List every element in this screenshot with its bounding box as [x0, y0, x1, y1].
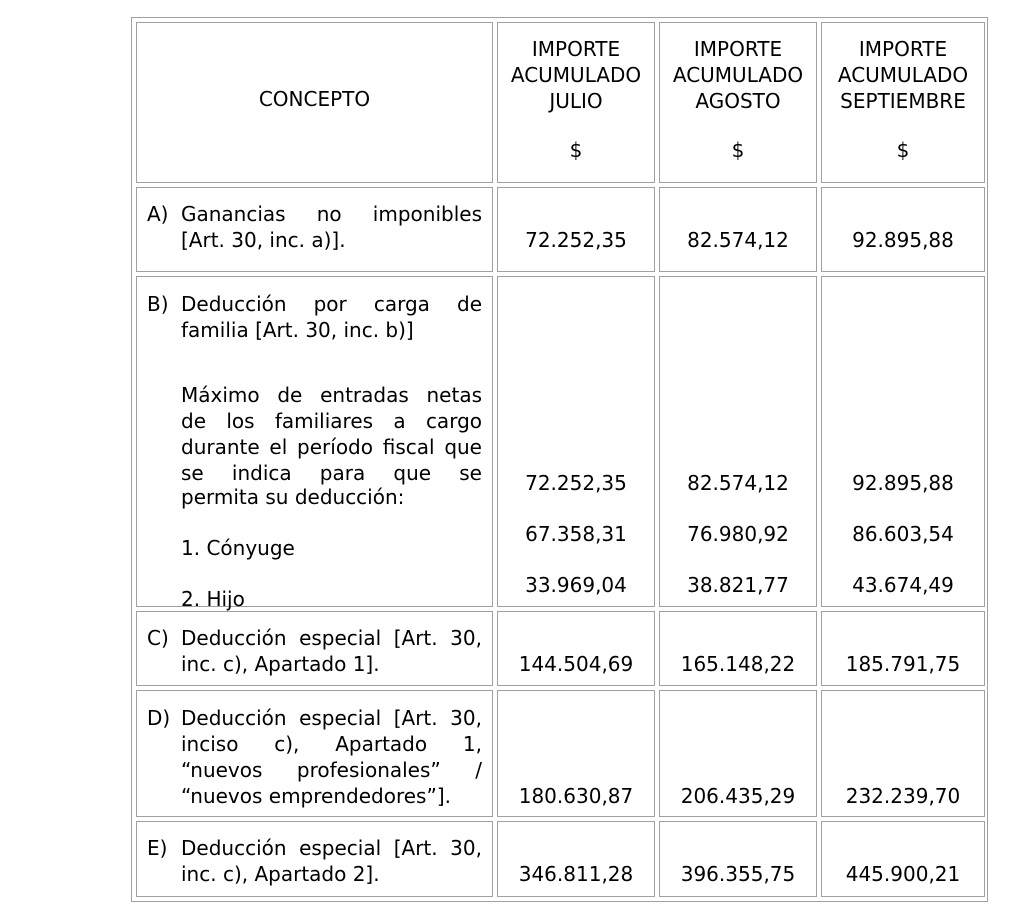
row-c-agosto-cell: [659, 611, 817, 686]
row-b-agosto-value: 82.574,12: [687, 471, 789, 495]
header-julio-cell: [497, 22, 655, 183]
row-b-septiembre-value: 92.895,88: [852, 471, 954, 495]
row-a-septiembre-cell: [821, 187, 985, 272]
row-a-letter: A): [147, 202, 169, 226]
row-e-septiembre-cell: [821, 821, 985, 897]
row-b-hijo-label: 2. Hijo: [181, 587, 245, 611]
row-b-conyuge-label: 1. Cónyuge: [181, 536, 295, 560]
header-julio-line3: JULIO: [549, 89, 603, 113]
row-e-letter: E): [147, 836, 168, 860]
row-c-text-line2: inc. c), Apartado 1].: [181, 652, 380, 676]
header-julio-line2: ACUMULADO: [510, 63, 642, 87]
row-b-sub-line1: Máximo de entradas netas: [181, 383, 482, 407]
header-julio-line1: IMPORTE: [531, 37, 621, 61]
row-d-letter: D): [147, 706, 171, 730]
header-septiembre-line1: IMPORTE: [858, 37, 948, 61]
row-a-text-line1: Ganancias no imponibles: [181, 202, 482, 226]
row-b-agosto-hijo-value: 38.821,77: [687, 573, 789, 597]
header-septiembre-line3: SEPTIEMBRE: [840, 89, 966, 113]
row-b-agosto-conyuge-value: 76.980,92: [687, 522, 789, 546]
header-septiembre-line2: ACUMULADO: [837, 63, 969, 87]
header-septiembre-currency: $: [896, 138, 910, 162]
row-b-text-line2: familia [Art. 30, inc. b)]: [181, 318, 414, 342]
row-d-text-line1: Deducción especial [Art. 30,: [181, 706, 482, 730]
row-c-septiembre-value: 185.791,75: [845, 652, 961, 676]
header-septiembre-cell: [821, 22, 985, 183]
row-d-septiembre-cell: [821, 690, 985, 817]
row-b-julio-conyuge-value: 67.358,31: [525, 522, 627, 546]
row-c-agosto-value: 165.148,22: [680, 652, 796, 676]
row-a-julio-value: 72.252,35: [525, 228, 627, 252]
header-concepto-label: CONCEPTO: [258, 87, 371, 111]
row-b-julio-hijo-value: 33.969,04: [525, 573, 627, 597]
header-concepto-cell: [136, 22, 493, 183]
row-a-julio-cell: [497, 187, 655, 272]
row-b-agosto-cell: [659, 276, 817, 607]
row-b-julio-value: 72.252,35: [525, 471, 627, 495]
row-b-septiembre-cell: [821, 276, 985, 607]
row-d-text-line4: “nuevos emprendedores”].: [181, 784, 451, 808]
header-agosto-line3: AGOSTO: [695, 89, 781, 113]
row-a-agosto-cell: [659, 187, 817, 272]
header-agosto-line1: IMPORTE: [693, 37, 783, 61]
row-b-septiembre-conyuge-value: 86.603,54: [852, 522, 954, 546]
row-a-agosto-value: 82.574,12: [687, 228, 789, 252]
header-agosto-currency: $: [731, 138, 745, 162]
row-a-concept-cell: [136, 187, 493, 272]
row-b-sub-line4: se indica para que se: [181, 461, 482, 485]
row-e-concept-cell: [136, 821, 493, 897]
row-b-sub-line2: de los familiares a cargo: [181, 409, 482, 433]
row-e-text-line2: inc. c), Apartado 2].: [181, 862, 380, 886]
row-d-agosto-cell: [659, 690, 817, 817]
header-julio-currency: $: [569, 138, 583, 162]
row-e-julio-cell: [497, 821, 655, 897]
row-e-agosto-cell: [659, 821, 817, 897]
row-c-letter: C): [147, 626, 169, 650]
row-c-concept-cell: [136, 611, 493, 686]
row-b-julio-cell: [497, 276, 655, 607]
row-d-julio-value: 180.630,87: [518, 784, 634, 808]
row-b-sub-line5: permita su deducción:: [181, 485, 405, 509]
row-a-text-line2: [Art. 30, inc. a)].: [181, 228, 346, 252]
row-d-septiembre-value: 232.239,70: [845, 784, 961, 808]
header-agosto-cell: [659, 22, 817, 183]
row-e-text-line1: Deducción especial [Art. 30,: [181, 836, 482, 860]
row-c-text-line1: Deducción especial [Art. 30,: [181, 626, 482, 650]
row-b-sub-line3: durante el período fiscal que: [181, 435, 482, 459]
row-c-julio-cell: [497, 611, 655, 686]
row-d-concept-cell: [136, 690, 493, 817]
row-b-septiembre-hijo-value: 43.674,49: [852, 573, 954, 597]
row-d-text-line2: inciso c), Apartado 1,: [181, 732, 482, 756]
header-agosto-line2: ACUMULADO: [672, 63, 804, 87]
row-a-septiembre-value: 92.895,88: [852, 228, 954, 252]
row-b-letter: B): [147, 292, 169, 316]
row-b-concept-cell: [136, 276, 493, 611]
row-d-text-line3: “nuevos profesionales” /: [181, 758, 482, 782]
row-b-text-line1: Deducción por carga de: [181, 292, 482, 316]
row-d-julio-cell: [497, 690, 655, 817]
row-d-agosto-value: 206.435,29: [680, 784, 796, 808]
row-e-septiembre-value: 445.900,21: [845, 862, 961, 886]
row-e-agosto-value: 396.355,75: [680, 862, 796, 886]
row-e-julio-value: 346.811,28: [518, 862, 634, 886]
row-c-julio-value: 144.504,69: [518, 652, 634, 676]
row-c-septiembre-cell: [821, 611, 985, 686]
